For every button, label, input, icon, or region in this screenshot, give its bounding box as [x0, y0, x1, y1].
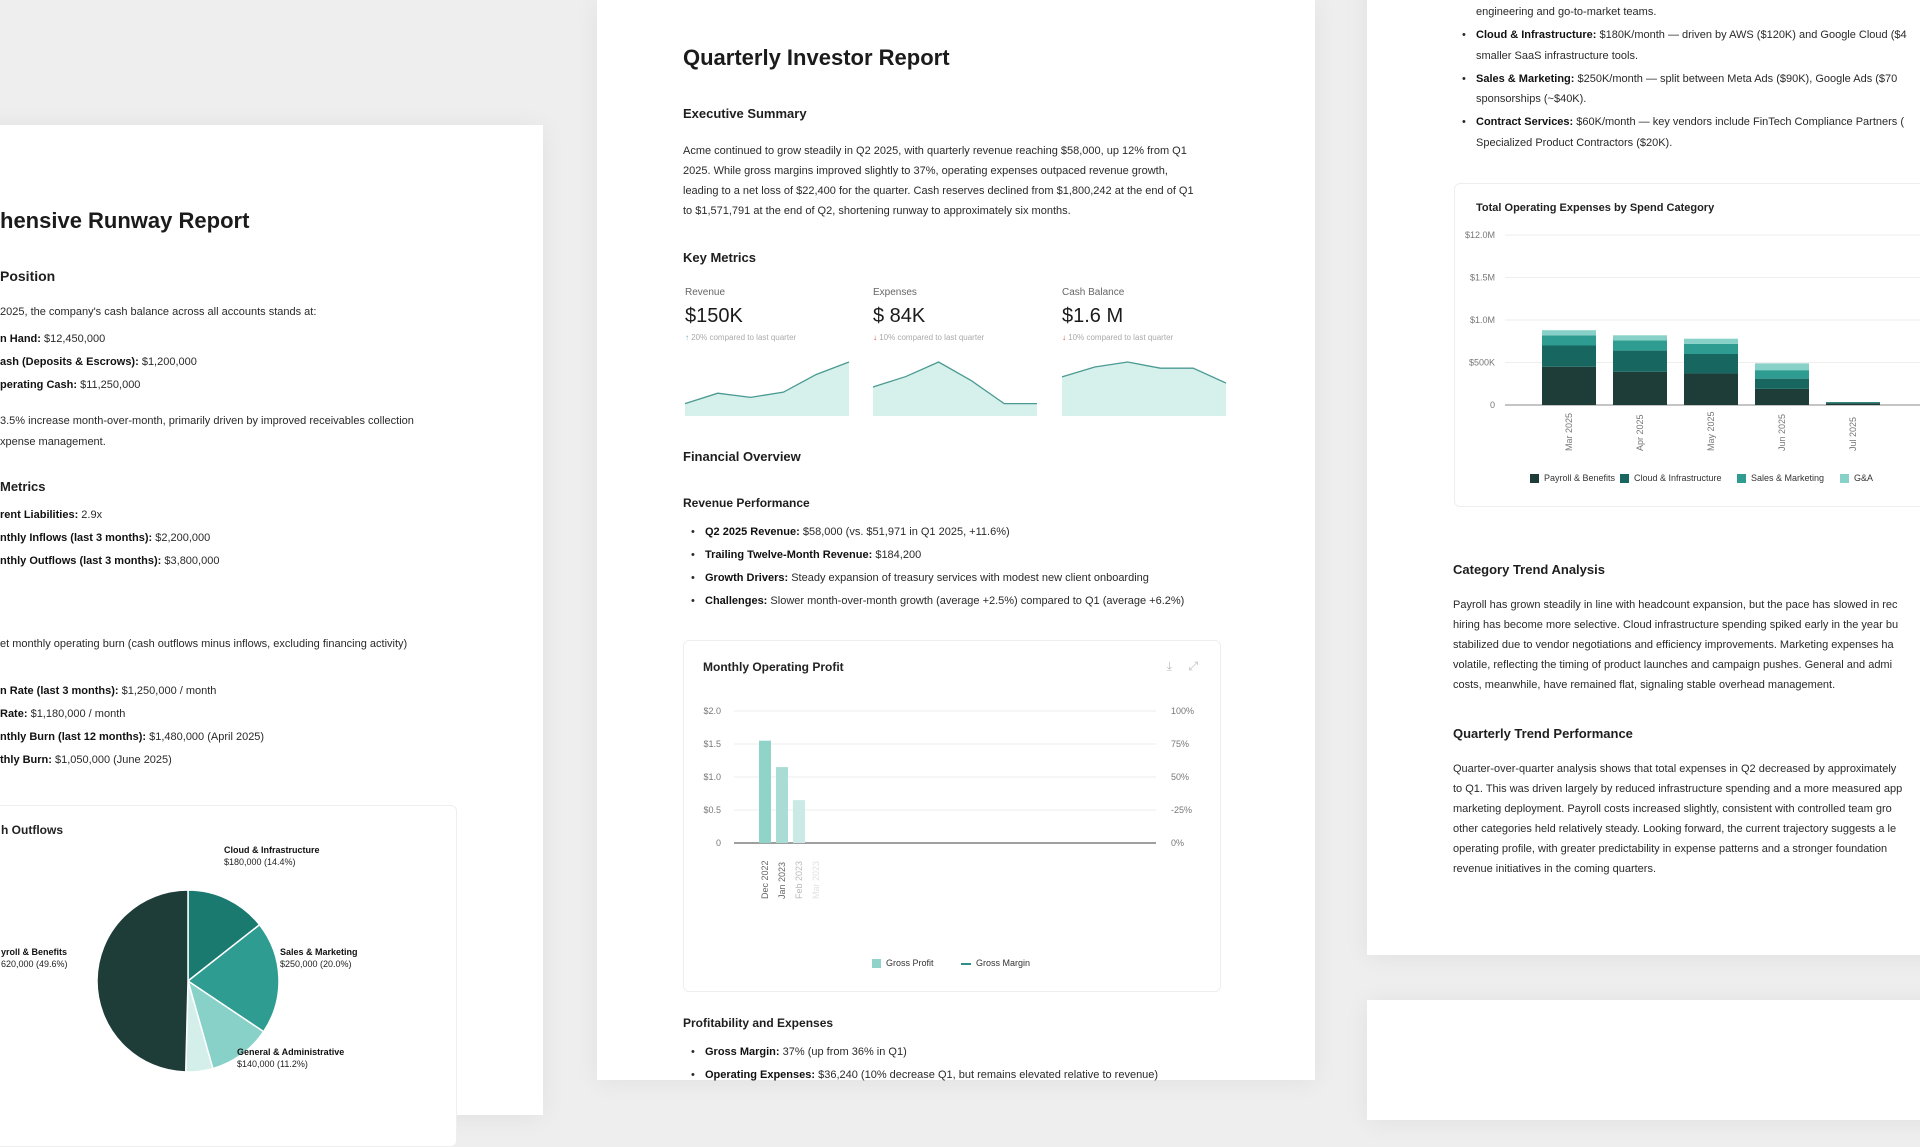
burn-item: thly Burn: $1,050,000 (June 2025) [0, 754, 172, 766]
investor-report-document [597, 0, 1315, 1080]
exec-line: 2025. While gross margins improved slightly to 37%, operating expenses outpaced revenue growth, [683, 165, 1168, 177]
section-heading: Revenue Performance [683, 496, 810, 510]
metric-label: Expenses [873, 287, 917, 298]
y2-tick-label: 100% [1171, 706, 1194, 716]
bar-segment [1826, 402, 1880, 403]
pie-label-sales: Sales & Marketing $250,000 (20.0%) [280, 946, 358, 970]
para-line: other categories held relatively steady. Looking forward, the current trajectory suggests a le [1453, 823, 1896, 835]
y-tick-label: $12.0M [1465, 230, 1495, 240]
bar-segment [1613, 372, 1667, 405]
section-heading: Profitability and Expenses [683, 1016, 833, 1030]
bullet-item: • Cloud & Infrastructure: $180K/month — driven by AWS ($120K) and Google Cloud ($4 [1476, 29, 1907, 41]
cash-item: perating Cash: $11,250,000 [0, 379, 140, 391]
section-heading: Category Trend Analysis [1453, 562, 1605, 577]
metric-label: Cash Balance [1062, 287, 1124, 298]
pie-card-title: h Outflows [1, 823, 63, 837]
legend-item: Cloud & Infrastructure [1620, 473, 1722, 483]
opex-chart [1455, 184, 1920, 506]
revenue-sparkline [684, 354, 850, 419]
bullet-item: • Challenges: Slower month-over-month growth (average +2.5%) compared to Q1 (average +6.2%) [705, 595, 1184, 607]
expenses-sparkline [872, 354, 1038, 419]
bar-segment [1755, 379, 1809, 389]
legend-gross-margin: Gross Margin [961, 958, 1030, 968]
section-heading: Financial Overview [683, 449, 801, 464]
y-tick-label: 0 [1490, 400, 1495, 410]
bullet-item: • Growth Drivers: Steady expansion of treasury services with modest new client onboarding [705, 572, 1149, 584]
bar-segment [1684, 354, 1738, 374]
exec-line: to $1,571,791 at the end of Q2, shortening runway to approximately six months. [683, 205, 1071, 217]
bar-segment [1684, 344, 1738, 354]
bar-segment [1826, 403, 1880, 405]
para-line: operating profile, with greater predictability in expense patterns and a stronger foundation [1453, 843, 1887, 855]
y2-tick-label: 75% [1171, 739, 1189, 749]
profit-chart [684, 641, 1220, 991]
bar-segment [1542, 335, 1596, 345]
y2-tick-label: 50% [1171, 772, 1189, 782]
x-tick-label: Jun 2025 [1777, 414, 1787, 451]
bar-segment [1684, 339, 1738, 344]
pie-slice [97, 890, 188, 1072]
cash-item: n Hand: $12,450,000 [0, 333, 105, 345]
para-line: hiring has become more selective. Cloud infrastructure spending spiked early in the year bu [1453, 619, 1898, 631]
bullet-item: • Sales & Marketing: $250K/month — split between Meta Ads ($90K), Google Ads ($70 [1476, 73, 1897, 85]
x-tick-label: Mar 2023 [811, 861, 821, 899]
para-line: revenue initiatives in the coming quarters. [1453, 863, 1656, 875]
pie-label-ga: General & Administrative $140,000 (11.2%) [237, 1046, 344, 1070]
x-tick-label: Jul 2025 [1848, 417, 1858, 451]
legend-item: Payroll & Benefits [1530, 473, 1615, 483]
bullet-cont: Specialized Product Contractors ($20K). [1476, 137, 1672, 149]
section-heading: Key Metrics [683, 250, 756, 265]
pie-label-cloud: Cloud & Infrastructure $180,000 (14.4%) [224, 844, 320, 868]
burn-item: n Rate (last 3 months): $1,250,000 / month [0, 685, 216, 697]
bullet-item: • Operating Expenses: $36,240 (10% decrease Q1, but remains elevated relative to revenue) [705, 1069, 1158, 1081]
bar-segment [1613, 335, 1667, 340]
legend-gross-profit: Gross Profit [872, 958, 934, 968]
sparkline-area [685, 362, 849, 416]
metric-label: Revenue [685, 287, 725, 298]
bar-segment [1755, 389, 1809, 405]
bar-segment [1542, 346, 1596, 367]
section-heading: Position [0, 268, 55, 284]
para-line: to Q1. This was driven largely by reduced infrastructure spending and a more measured app [1453, 783, 1902, 795]
bullet-item: • Gross Margin: 37% (up from 36% in Q1) [705, 1046, 907, 1058]
section-heading: Executive Summary [683, 106, 807, 121]
chart-title: Total Operating Expenses by Spend Category [1476, 202, 1714, 214]
y-tick-label: $1.5 [703, 739, 721, 749]
x-tick-label: Feb 2023 [794, 861, 804, 899]
bar-segment [1613, 340, 1667, 350]
burn-item: nthly Burn (last 12 months): $1,480,000 (April 2025) [0, 731, 264, 743]
cash-outflows-card [0, 805, 457, 1147]
y-tick-label: $1.0M [1470, 315, 1495, 325]
chart-title: Monthly Operating Profit [703, 660, 844, 674]
legend-item: G&A [1840, 473, 1873, 483]
burn-item: Rate: $1,180,000 / month [0, 708, 125, 720]
y-tick-label: $0.5 [703, 805, 721, 815]
x-tick-label: Apr 2025 [1635, 414, 1645, 451]
expense-report-document [1367, 0, 1920, 955]
exec-line: Acme continued to grow steadily in Q2 2025, with quarterly revenue reaching $58,000, up 12% from Q1 [683, 145, 1187, 157]
y2-tick-label: -25% [1171, 805, 1192, 815]
exec-line: leading to a net loss of $22,400 for the quarter. Cash reserves declined from $1,800,242 at the end of Q1 [683, 185, 1194, 197]
x-tick-label: Mar 2025 [1564, 413, 1574, 451]
bar-segment [1684, 374, 1738, 405]
y-tick-label: 0 [716, 838, 721, 848]
bar-gross-profit [776, 767, 788, 843]
next-page-document [1367, 1000, 1920, 1120]
y-tick-label: $1.5M [1470, 273, 1495, 283]
section-heading: Metrics [0, 479, 46, 494]
download-icon[interactable]: ⤓ [1167, 659, 1172, 674]
monthly-operating-profit-card [683, 640, 1221, 992]
x-tick-label: Jan 2023 [777, 862, 787, 899]
metric-delta: ↓ 10% compared to last quarter [873, 333, 984, 342]
cash-note: 3.5% increase month-over-month, primarily driven by improved receivables collection [0, 415, 414, 427]
bar-segment [1542, 330, 1596, 335]
cash-sparkline [1061, 354, 1227, 419]
section-heading: Quarterly Trend Performance [1453, 726, 1633, 741]
metric-delta: ↓ 10% compared to last quarter [1062, 333, 1173, 342]
legend-item: Sales & Marketing [1737, 473, 1824, 483]
para-line: marketing deployment. Payroll costs increased slightly, consistent with controlled team gro [1453, 803, 1892, 815]
para-line: stabilized due to vendor negotiations and efficiency improvements. Marketing expenses ha [1453, 639, 1894, 651]
y2-tick-label: 0% [1171, 838, 1184, 848]
para-line: Payroll has grown steadily in line with headcount expansion, but the pace has slowed in rec [1453, 599, 1898, 611]
text-line: engineering and go-to-market teams. [1476, 6, 1656, 18]
bar-segment [1755, 370, 1809, 379]
para-line: Quarter-over-quarter analysis shows that total expenses in Q2 decreased by approximately [1453, 763, 1896, 775]
doc-title: Quarterly Investor Report [683, 45, 950, 71]
metric-value: $1.6 M [1062, 305, 1123, 328]
bullet-cont: sponsorships (~$40K). [1476, 93, 1586, 105]
metric-item: nthly Outflows (last 3 months): $3,800,000 [0, 555, 219, 567]
para-line: volatile, reflecting the timing of product launches and campaign pushes. General and admi [1453, 659, 1892, 671]
expand-icon[interactable]: ⤢ [1188, 659, 1198, 674]
metric-delta: ↑ 20% compared to last quarter [685, 333, 796, 342]
doc-title: hensive Runway Report [0, 208, 249, 234]
bar-gross-profit [793, 800, 805, 843]
cash-item: ash (Deposits & Escrows): $1,200,000 [0, 356, 197, 368]
y-tick-label: $1.0 [703, 772, 721, 782]
metric-value: $150K [685, 305, 743, 328]
para-line: costs, meanwhile, have remained flat, signaling stable overhead management. [1453, 679, 1835, 691]
y-tick-label: $2.0 [703, 706, 721, 716]
runway-report-document [0, 125, 543, 1115]
bar-segment [1613, 351, 1667, 372]
bar-segment [1542, 367, 1596, 405]
opex-by-category-card [1454, 183, 1920, 507]
x-tick-label: May 2025 [1706, 411, 1716, 451]
metric-value: $ 84K [873, 305, 925, 328]
y-tick-label: $500K [1469, 358, 1495, 368]
bar-gross-profit [759, 741, 771, 843]
cash-note: xpense management. [0, 436, 106, 448]
bullet-cont: smaller SaaS infrastructure tools. [1476, 50, 1638, 62]
bullet-item: • Trailing Twelve-Month Revenue: $184,200 [705, 549, 921, 561]
bar-segment [1755, 363, 1809, 370]
x-tick-label: Dec 2022 [760, 860, 770, 899]
sparkline-area [873, 362, 1037, 416]
metric-item: nthly Inflows (last 3 months): $2,200,000 [0, 532, 210, 544]
bullet-item: • Q2 2025 Revenue: $58,000 (vs. $51,971 in Q1 2025, +11.6%) [705, 526, 1010, 538]
burn-intro: et monthly operating burn (cash outflows minus inflows, excluding financing activity) [0, 638, 407, 650]
metric-item: rent Liabilities: 2.9x [0, 509, 102, 521]
pie-label-payroll: yroll & Benefits 620,000 (49.6%) [1, 946, 68, 970]
bullet-item: • Contract Services: $60K/month — key vendors include FinTech Compliance Partners ( [1476, 116, 1904, 128]
cash-intro: 2025, the company's cash balance across all accounts stands at: [0, 306, 316, 318]
